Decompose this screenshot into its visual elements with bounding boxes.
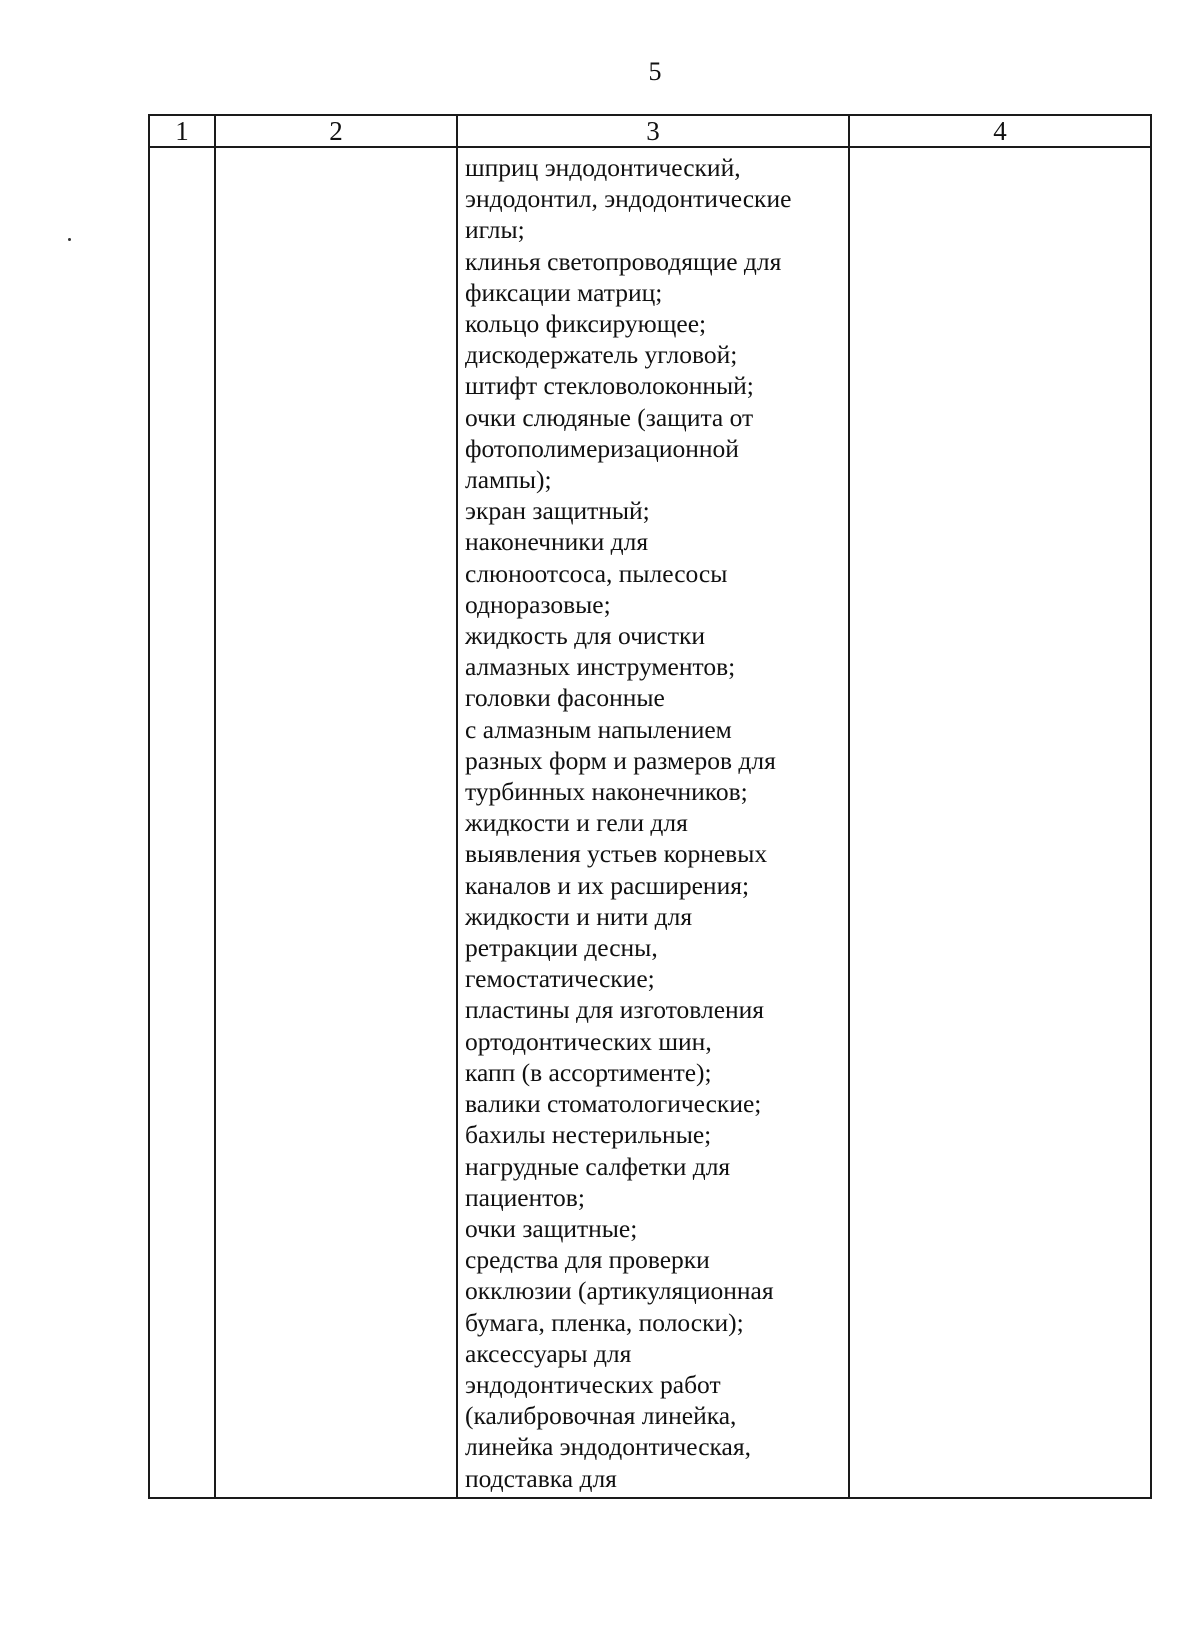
list-line: клинья светопроводящие для — [465, 246, 782, 276]
list-line: подставка для — [465, 1463, 617, 1493]
list-line: аксессуары для — [465, 1338, 632, 1368]
list-line: капп (в ассортименте); — [465, 1057, 712, 1087]
list-line: пациентов; — [465, 1182, 585, 1212]
list-line: жидкость для очистки — [465, 621, 706, 651]
list-line: (калибровочная линейка, — [465, 1401, 737, 1431]
list-line: штифт стекловолоконный; — [465, 371, 754, 401]
list-line: бахилы нестерильные; — [465, 1120, 712, 1150]
list-line: пластины для изготовления — [465, 995, 765, 1025]
list-line: турбинных наконечников; — [465, 777, 748, 807]
list-line: наконечники для — [465, 527, 649, 557]
list-line: эндодонтических работ — [465, 1369, 721, 1399]
header-col-2: 2 — [215, 115, 457, 147]
list-line: очки слюдяные (защита от — [465, 402, 754, 432]
table-row — [149, 147, 1151, 1498]
header-col-1: 1 — [149, 115, 215, 147]
list-line: иглы; — [465, 215, 525, 245]
list-line: жидкости и гели для — [465, 808, 688, 838]
list-line: фотополимеризационной — [465, 433, 739, 463]
list-line: ортодонтических шин, — [465, 1026, 712, 1056]
list-line: выявления устьев корневых — [465, 839, 768, 869]
list-line: разных форм и размеров для — [465, 745, 776, 775]
list-line: алмазных инструментов; — [465, 652, 736, 682]
list-line: головки фасонные — [465, 683, 665, 713]
list-line: бумага, пленка, полоски); — [465, 1307, 744, 1337]
header-col-3: 3 — [457, 115, 849, 147]
cell-col-4 — [849, 147, 1151, 1498]
header-col-4: 4 — [849, 115, 1151, 147]
scan-speck — [68, 238, 71, 241]
list-line: дискодержатель угловой; — [465, 340, 738, 370]
list-line: одноразовые; — [465, 589, 611, 619]
list-line: ретракции десны, — [465, 933, 658, 963]
list-line: шприц эндодонтический, — [465, 153, 741, 182]
cell-col-2 — [215, 147, 457, 1498]
cell-col-3 — [457, 147, 849, 1498]
cell-col-1 — [149, 147, 215, 1498]
list-line: кольцо фиксирующее; — [465, 309, 707, 339]
list-line: очки защитные; — [465, 1213, 638, 1243]
list-line: экран защитный; — [465, 496, 650, 526]
list-line: с алмазным напылением — [465, 714, 732, 744]
list-line: фиксации матриц; — [465, 277, 663, 307]
list-line: средства для проверки — [465, 1245, 710, 1275]
list-line: каналов и их расширения; — [465, 870, 750, 900]
list-line: окклюзии (артикуляционная — [465, 1276, 774, 1306]
supply-list — [458, 148, 848, 1494]
page-number: 5 — [648, 57, 662, 86]
list-line: эндодонтил, эндодонтические — [465, 184, 792, 214]
list-line: жидкости и нити для — [465, 901, 693, 931]
document-table — [148, 114, 1152, 1499]
list-line: гемостатические; — [465, 964, 655, 994]
table-header-row — [149, 115, 1151, 147]
list-line: нагрудные салфетки для — [465, 1151, 731, 1181]
list-line: линейка эндодонтическая, — [465, 1432, 751, 1462]
list-line: слюноотсоса, пылесосы — [465, 558, 728, 588]
list-line: лампы); — [465, 465, 552, 495]
list-line: валики стоматологические; — [465, 1089, 762, 1119]
